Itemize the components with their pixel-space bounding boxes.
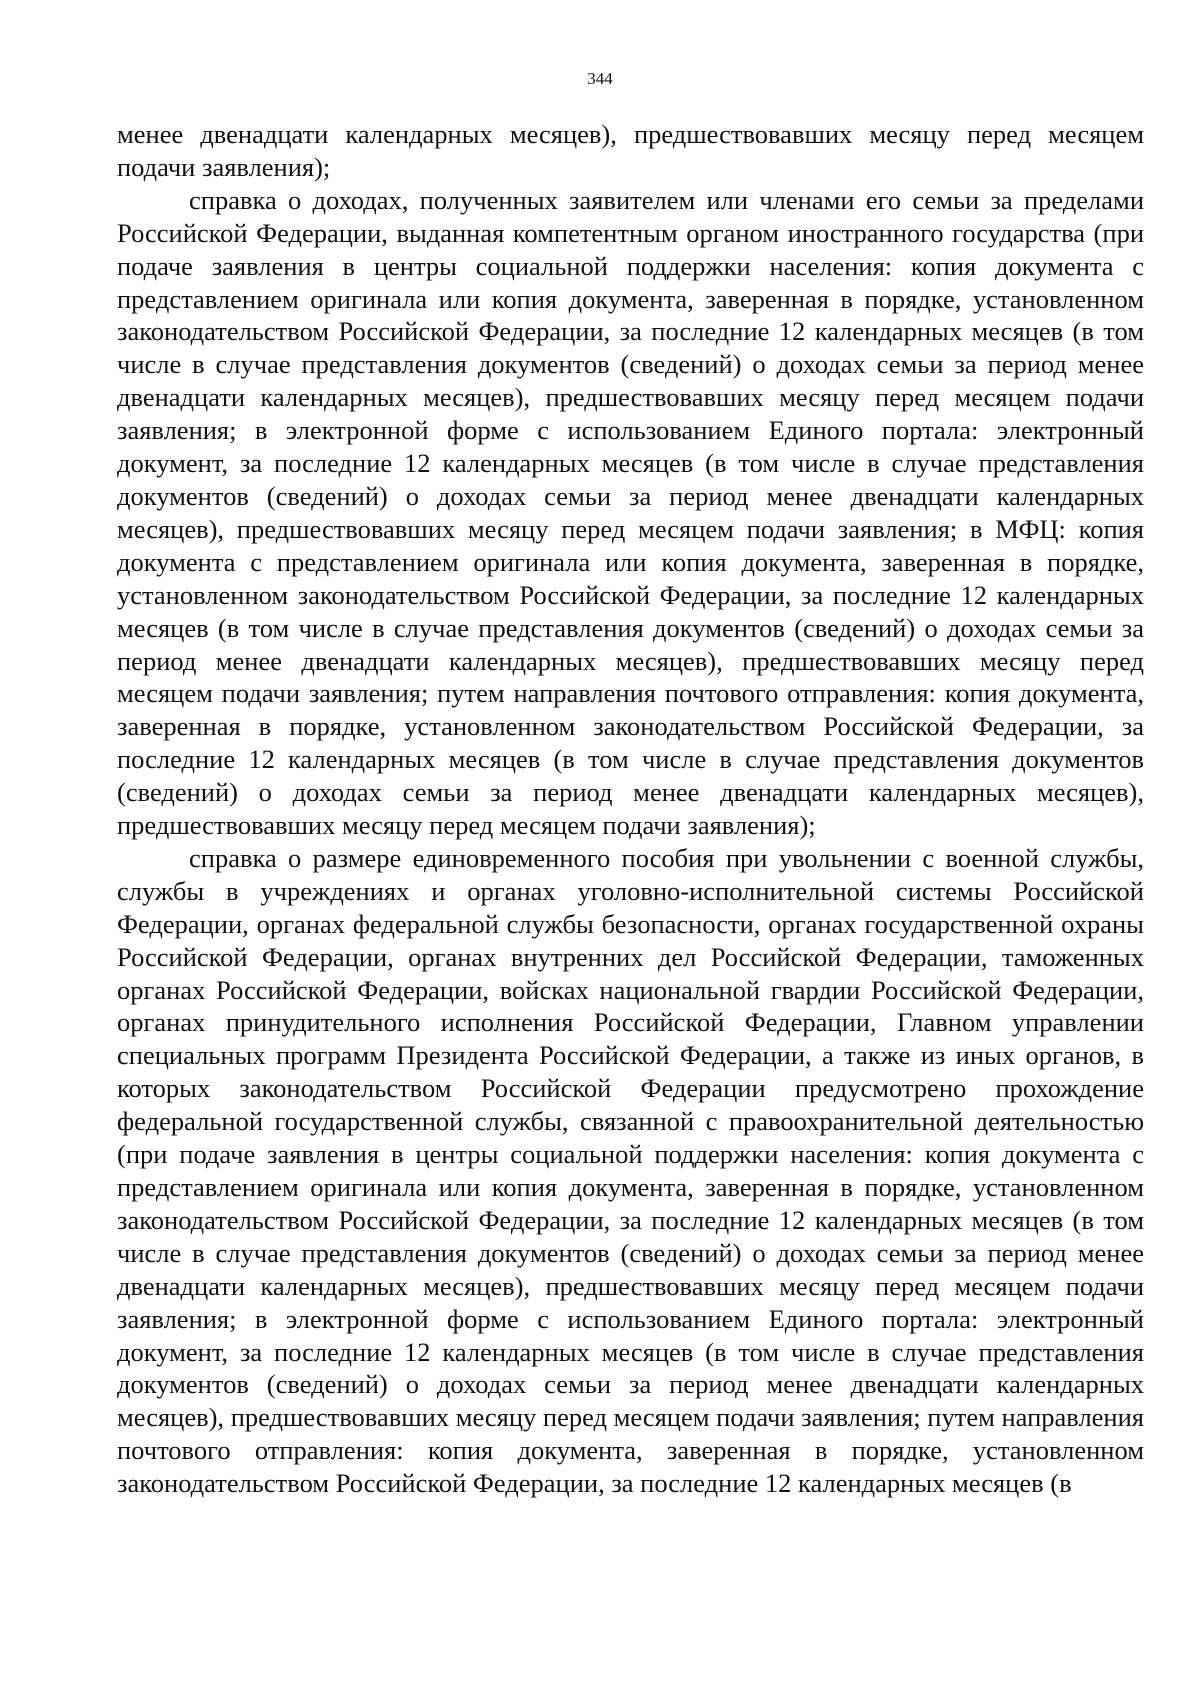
document-body bbox=[117, 118, 1144, 1500]
paragraph-continuation: менее двенадцати календарных месяцев), предшествовавших месяцу перед месяцем подачи заявления); bbox=[117, 119, 1144, 182]
page-number: 344 bbox=[587, 69, 613, 88]
paragraph-severance-allowance-certificate: справка о размере единовременного пособия при увольнении с военной службы, службы в учреждениях и органах уголовно-исполнительной системы Российской Федерации, органах федеральной службы безопасности, органах государственной охраны Российской Федерации, органах внутренних дел Российской Федерации, таможенных органах Российской Федерации, войсках национальной гвардии Российской Федерации, органах принудительного исполнения Российской Федерации, Главном управлении специальных программ Президента Российской Федерации, а также из иных органов, в которых законодательством Российской Федерации предусмотрено прохождение федеральной государственной службы, связанной с правоохранительной деятельностью (при подаче заявления в центры социальной поддержки населения: копия документа с представлением оригинала или копия документа, заверенная в порядке, установленном законодательством Российской Федерации, за последние 12 календарных месяцев (в том числе в случае представления документов (сведений) о доходах семьи за период менее двенадцати календарных месяцев), предшествовавших месяцу перед месяцем подачи заявления; в электронной форме с использованием Единого портала: электронный документ, за последние 12 календарных месяцев (в том числе в случае представления документов (сведений) о доходах семьи за период менее двенадцати календарных месяцев), предшествовавших месяцу перед месяцем подачи заявления; путем направления почтового отправления: копия документа, заверенная в порядке, установленном законодательством Российской Федерации, за последние 12 календарных месяцев (в bbox=[117, 842, 1144, 1499]
paragraph-foreign-income-certificate: справка о доходах, полученных заявителем или членами его семьи за пределами Российской Федерации, выданная компетентным органом иностранного государства (при подаче заявления в центры социальной поддержки населения: копия документа с представлением оригинала или копия документа, заверенная в порядке, установленном законодательством Российской Федерации, за последние 12 календарных месяцев (в том числе в случае представления документов (сведений) о доходах семьи за период менее двенадцати календарных месяцев), предшествовавших месяцу перед месяцем подачи заявления; в электронной форме с использованием Единого портала: электронный документ, за последние 12 календарных месяцев (в том числе в случае представления документов (сведений) о доходах семьи за период менее двенадцати календарных месяцев), предшествовавших месяцу перед месяцем подачи заявления; в МФЦ: копия документа с представлением оригинала или копия документа, заверенная в порядке, установленном законодательством Российской Федерации, за последние 12 календарных месяцев (в том числе в случае представления документов (сведений) о доходах семьи за период менее двенадцати календарных месяцев), предшествовавших месяцу перед месяцем подачи заявления; путем направления почтового отправления: копия документа, заверенная в порядке, установленном законодательством Российской Федерации, за последние 12 календарных месяцев (в том числе в случае представления документов (сведений) о доходах семьи за период менее двенадцати календарных месяцев), предшествовавших месяцу перед месяцем подачи заявления); bbox=[117, 184, 1144, 841]
